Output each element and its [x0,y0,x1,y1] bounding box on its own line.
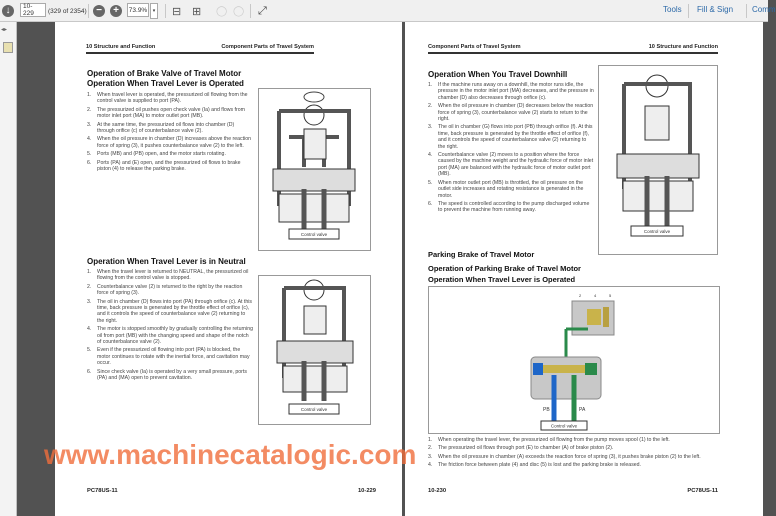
page-number-input[interactable]: 10-229 [20,3,46,17]
comment-button[interactable]: Comm [752,5,776,14]
svg-text:2: 2 [579,293,582,298]
panel-toggle-icon[interactable]: ◂▸ [1,27,8,33]
svg-text:4: 4 [594,293,597,298]
steps-list-downhill: 1. If the machine runs away on a downhill, the motor runs idle, the pressure in the motor inlet port (MA) decreases, and the pressure in chamber (D) also decreases through orifice (c). 2. When the oil pressure in chamber (D) decreases below the reaction force of spring (3), counterbalance valve (2) starts to return to the right. 3. The oil in chamber (G) flows into port (PB) through orifice (f). At this time, back pressure is generated by the throttle effect of orifice (f), and it controls the speed of counterbalance valve (2) returning to the right. 4. Counterbalance valve (2) moves to a position where the force caused by the machine weight and the hydraulic force of motor inlet port (MA) are balanced with the hydraulic force of motor outlet port (MB). 5. When motor outlet port (MB) is throttled, the oil pressure on the outlet side increases and rotating resistance is generated in the motor. 6. The speed is controlled according to the pump discharged volume to prevent the machine from running away. [428,82,594,214]
zoom-in-button[interactable] [110,3,122,19]
fit-page-icon[interactable]: ⊟ [172,5,182,18]
pdf-page-right [405,22,763,516]
steps-list-parking: 1. When operating the travel lever, the pressurized oil flowing from the pump moves spool (1) to the left. 2. The pressurized oil flows through port (E) to chamber (A) of brake piston (2). 3. When the oil pressure in chamber (A) exceeds the reaction force of spring (3), it pushes brake piston (2) to the left. 4. The friction force between plate (4) and disc (5) is lost and the parking brake is released. [428,437,701,469]
attachments-icon[interactable] [3,42,13,53]
control-valve-label: Control valve [550,423,578,429]
header-topic: Component Parts of Travel System [428,44,521,50]
watermark: www.machinecatalogic.com [44,439,417,470]
brake-valve-diagram-neutral [258,275,371,425]
comment-icon[interactable]: ◯ [216,5,228,17]
next-page-button[interactable] [2,3,14,19]
control-valve-label: Control valve [300,407,328,412]
parking-brake-schematic [429,287,719,433]
port-pb-label: PB [543,407,550,413]
svg-text:5: 5 [609,293,612,298]
minus-icon: − [93,5,105,17]
highlight-icon[interactable]: ◯ [233,5,245,17]
zoom-dropdown[interactable]: ▾ [150,3,158,19]
toolbar [0,0,776,22]
brake-valve-diagram-operated [258,88,371,251]
section-title-parking-brake: Parking Brake of Travel Motor [428,250,535,259]
zoom-input[interactable]: 73.9% [127,3,149,17]
navigation-sidebar [0,22,17,516]
control-valve-label: Control valve [300,232,328,237]
brake-valve-diagram-downhill [598,65,718,255]
arrow-down-icon: ↓ [2,5,14,17]
zoom-out-button[interactable] [93,3,105,19]
footer-model: PC78US-11 [687,488,718,494]
fullscreen-icon[interactable]: ⤢ [258,4,267,17]
fill-sign-button[interactable]: Fill & Sign [697,5,734,14]
page-count: (329 of 2354) [48,7,87,15]
steps-list-neutral: 1. When the travel lever is returned to NEUTRAL, the pressurized oil flowing from the control valve is stopped. 2. Counterbalance valve (2) is returned to the right by the reaction force of spring (3). 3. The oil in chamber (D) flows into port (PA) through orifice (c). At this time, back pressure is generated by the throttle effect of orifice (c), and it controls the speed of counterbalance valve (2) returning to the right. 4. The motor is stopped smoothly by gradually controlling the returning oil from port (MB) with the changing speed and shape of the notch of counterbalance valve (2). 5. Even if the pressurized oil flowing into port (PA) is blocked, the motor continues to rotate with the inertial force, and cavitation may occur. 6. Since check valve (Ia) is operated by a very small pressure, ports (PA) and (MA) open to prevent cavitation. [87,269,253,382]
footer-page-number: 10-229 [357,488,376,494]
tools-button[interactable]: Tools [663,5,682,14]
fit-width-icon[interactable]: ⊞ [192,5,202,18]
subsection-title-parking: Operation of Parking Brake of Travel Motor [428,264,581,273]
subsection-title-neutral: Operation When Travel Lever is in Neutral [87,257,246,266]
header-topic: Component Parts of Travel System [221,44,314,50]
steps-list-operated: 1. When travel lever is operated, the pressurized oil flowing from the control valve is supplied to port (PA). 2. The pressurized oil pushes open check valve (Ia) and flows from motor inlet port (MA) to motor outlet port (MB). 3. At the same time, the pressurized oil flows into chamber (D) through orifice (c) of counterbalance valve (2). 4. When the oil pressure in chamber (D) increases above the reaction force of spring (3), it pushes counterbalance valve (2) to the left. 5. Ports (MB) and (PB) open, and the motor starts rotating. 6. Ports (PA) and (E) open, and the pressurized oil flows to brake piston (4) to release the parking brake. [87,92,251,173]
subsection-title: Operation When Travel Lever is Operated [87,79,244,88]
header-section: 10 Structure and Function [86,44,156,50]
header-section: 10 Structure and Function [648,44,718,50]
hydraulic-schematic [599,66,717,254]
footer-model: PC78US-11 [87,488,118,494]
footer-page-number: 10-230 [428,488,447,494]
hydraulic-schematic [259,276,370,424]
hydraulic-schematic [259,89,370,250]
control-valve-label: Control valve [643,229,671,234]
port-pa-label: PA [579,407,586,413]
parking-brake-diagram [428,286,720,434]
plus-icon: + [110,5,122,17]
subsection-title-operated: Operation When Travel Lever is Operated [428,275,576,284]
section-title: Operation of Brake Valve of Travel Motor [87,69,242,78]
section-title-downhill: Operation When You Travel Downhill [428,70,568,79]
